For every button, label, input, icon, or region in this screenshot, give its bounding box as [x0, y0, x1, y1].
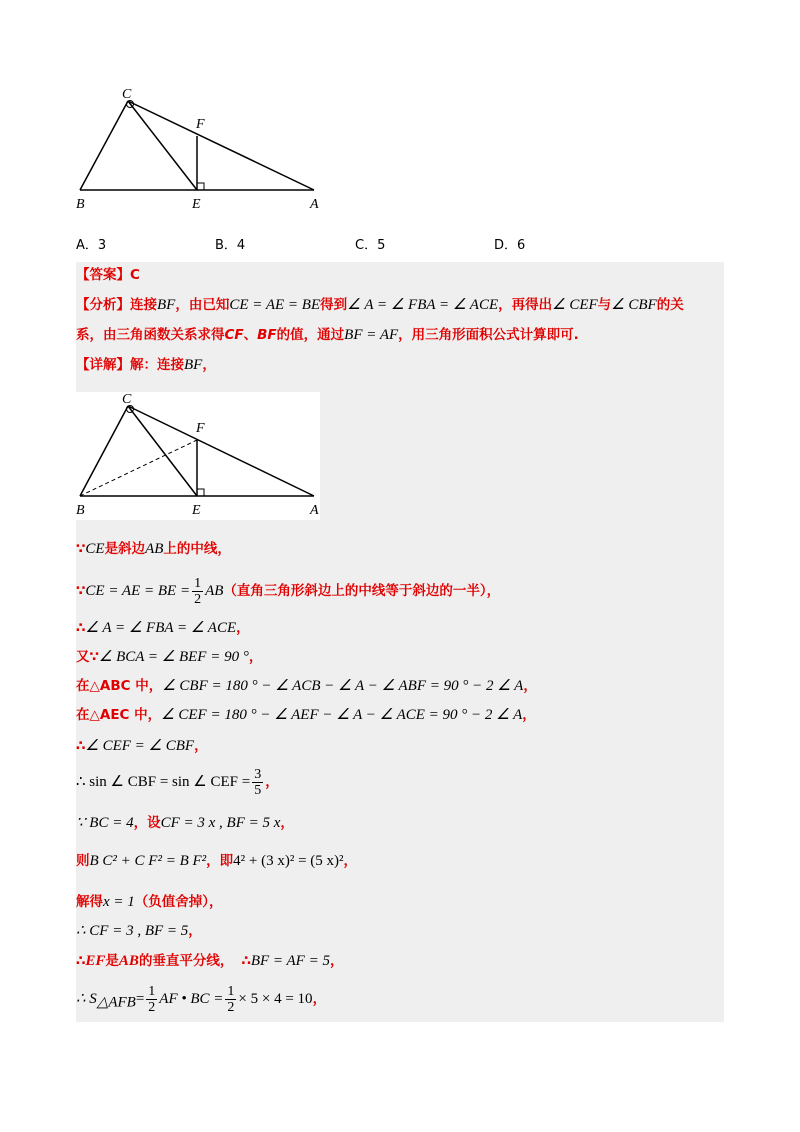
text: CF	[224, 327, 244, 343]
fraction	[225, 984, 236, 1015]
step-13	[76, 951, 343, 971]
answer-line	[76, 265, 140, 285]
text: ，	[248, 649, 263, 665]
triangle-figure-top	[70, 84, 330, 214]
step-2	[76, 574, 500, 608]
choice-b: B．4	[215, 238, 246, 253]
math: ∴ sin ∠ CBF = sin ∠ CEF =	[76, 774, 251, 790]
math: ∴ S	[76, 991, 97, 1007]
label-c: C	[122, 87, 132, 102]
math: BF	[157, 297, 176, 313]
math: ∠ CBF	[611, 297, 657, 313]
denominator: 2	[227, 999, 235, 1015]
step-14	[76, 982, 326, 1020]
text: 的关	[656, 297, 684, 313]
numerator: 1	[194, 575, 202, 591]
step-10	[76, 851, 357, 871]
math: x = 1	[103, 894, 135, 910]
fraction	[146, 984, 157, 1015]
label-c: C	[122, 392, 132, 407]
math: BF = AF	[344, 327, 399, 343]
label-f: F	[196, 117, 205, 132]
math: CE = AE = BE =	[85, 583, 191, 599]
text: ，	[343, 853, 358, 869]
step-7	[76, 736, 208, 756]
text: ，	[188, 923, 202, 939]
text: 解：连接	[130, 357, 184, 373]
detail-line	[76, 355, 216, 375]
math: ∠ CEF = 180 ° − ∠ AEF − ∠ A − ∠ ACE = 90 ° − 2 ∠ A	[161, 707, 523, 723]
math: BF	[184, 357, 203, 373]
math: ∠ BCA = ∠ BEF = 90 °	[98, 649, 249, 665]
choice-a: A．3	[76, 238, 107, 253]
step-6	[76, 705, 536, 725]
label-a: A	[310, 197, 319, 212]
text: 得到	[320, 297, 348, 313]
label-f: F	[196, 421, 205, 436]
math: ∵ BC = 4	[76, 815, 134, 831]
denominator: 2	[148, 999, 156, 1015]
text: 在△AEC 中，	[76, 707, 162, 723]
math: AF • BC =	[159, 991, 224, 1007]
subscript: △AFB	[96, 994, 136, 1011]
step-8	[76, 765, 279, 799]
text: （负值舍掉），	[134, 894, 223, 910]
text: ，	[280, 815, 294, 831]
step-9	[76, 813, 294, 833]
triangle-figure-detail	[70, 388, 330, 520]
math: CF = 3 x , BF = 5 x	[160, 815, 281, 831]
label-e: E	[192, 197, 201, 212]
text: ∵	[76, 541, 86, 557]
text: ，	[236, 620, 250, 636]
math: ∠ CEF	[552, 297, 598, 313]
text: 上的中线，	[163, 541, 231, 557]
text: 系，由三角函数关系求得	[76, 327, 225, 343]
answer-value: C	[130, 267, 140, 283]
text: ∵	[76, 583, 86, 599]
step-4	[76, 647, 262, 667]
text: 是	[105, 953, 119, 969]
math: AB	[145, 541, 164, 557]
text: 、	[243, 327, 258, 343]
text: BF	[257, 327, 277, 343]
math: AB	[118, 953, 139, 969]
denominator: 2	[194, 591, 202, 607]
text: 解得	[76, 894, 103, 910]
step-3	[76, 618, 250, 638]
math: ∠ CEF = ∠ CBF	[85, 738, 195, 754]
text: ，	[202, 357, 216, 373]
math: BF = AF = 5	[250, 953, 330, 969]
step-1	[76, 539, 231, 559]
text: 的值，通过	[276, 327, 345, 343]
step-5	[76, 676, 537, 696]
text: ∴	[76, 620, 86, 636]
text: ，	[523, 678, 537, 694]
text: 是斜边	[104, 541, 146, 557]
math: EF	[85, 953, 106, 969]
math: =	[135, 991, 145, 1007]
numerator: 1	[148, 983, 156, 999]
text: 与	[597, 297, 612, 313]
text: 在△ABC 中，	[76, 678, 163, 694]
text: （直角三角形斜边上的中线等于斜边的一半），	[223, 583, 501, 599]
analysis-tag: 【分析】	[76, 297, 130, 313]
math: 4² + (3 x)² = (5 x)²	[233, 853, 344, 869]
step-11	[76, 892, 223, 912]
label-b: B	[76, 503, 85, 518]
text: ，	[194, 738, 208, 754]
math: AB	[205, 583, 224, 599]
choice-d: D．6	[494, 238, 526, 253]
text: ，	[329, 953, 344, 969]
text: ∴	[76, 953, 86, 969]
numerator: 1	[227, 983, 235, 999]
text: 又∵	[76, 649, 99, 665]
text: ，	[312, 991, 327, 1007]
text: ，用三角形面积公式计算即可.	[398, 327, 579, 343]
step-12	[76, 921, 202, 941]
text: ，即	[206, 853, 234, 869]
text: ∴	[76, 738, 86, 754]
math: × 5 × 4 = 10	[238, 991, 313, 1007]
text: ，	[265, 774, 279, 790]
label-a: A	[310, 503, 319, 518]
text: 则	[76, 853, 90, 869]
label-b: B	[76, 197, 85, 212]
denominator: 5	[254, 782, 262, 798]
answer-choices	[76, 234, 636, 252]
text: ，设	[133, 815, 161, 831]
text: ，再得出	[498, 297, 553, 313]
text: ∴	[241, 953, 251, 969]
analysis-line-1	[76, 295, 684, 315]
fraction	[252, 767, 263, 798]
analysis-line-2	[76, 325, 579, 345]
math: ∠ CBF = 180 ° − ∠ ACB − ∠ A − ∠ ABF = 90 ° − 2 ∠ A	[162, 678, 524, 694]
math: ∠ A = ∠ FBA = ∠ ACE	[347, 297, 499, 313]
numerator: 3	[254, 766, 262, 782]
text: ，由已知	[175, 297, 230, 313]
answer-tag: 【答案】	[76, 267, 130, 283]
text: ，	[522, 707, 536, 723]
math: CE	[85, 541, 105, 557]
fraction	[192, 576, 203, 607]
label-e: E	[192, 503, 201, 518]
math: ∴ CF = 3 , BF = 5	[76, 923, 189, 939]
math: ∠ A = ∠ FBA = ∠ ACE	[85, 620, 237, 636]
text: 连接	[130, 297, 157, 313]
choice-c: C．5	[355, 238, 386, 253]
math: B C² + C F² = B F²	[89, 853, 207, 869]
math: CE = AE = BE	[229, 297, 321, 313]
detail-tag: 【详解】	[76, 357, 130, 373]
text: 的垂直平分线，	[138, 953, 234, 969]
